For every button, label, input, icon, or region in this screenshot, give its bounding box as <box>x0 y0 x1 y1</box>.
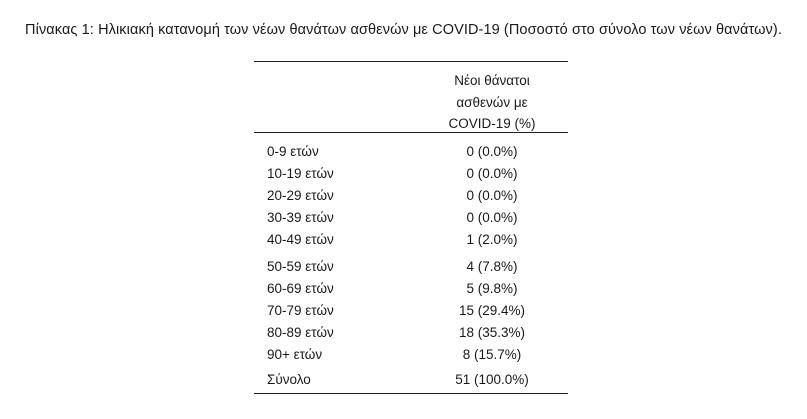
bottom-rule <box>254 393 568 394</box>
table-row <box>254 343 568 365</box>
table-row <box>254 162 568 184</box>
deaths-cell: 15 (29.4%) <box>458 302 526 318</box>
age-group-cell: 30-39 ετών <box>267 209 334 225</box>
deaths-cell: 5 (9.8%) <box>466 280 518 296</box>
table-row <box>254 206 568 228</box>
table-row <box>254 321 568 343</box>
age-group-cell: 60-69 ετών <box>267 280 334 296</box>
table-row <box>254 184 568 206</box>
value-column-header <box>416 70 568 135</box>
deaths-cell: 0 (0.0%) <box>466 209 518 225</box>
value-column-header-line-3: COVID-19 (%) <box>448 116 536 131</box>
deaths-cell: 0 (0.0%) <box>466 143 518 159</box>
deaths-cell: 4 (7.8%) <box>466 258 518 274</box>
age-group-cell: 70-79 ετών <box>267 302 334 318</box>
deaths-cell: 8 (15.7%) <box>462 346 522 362</box>
table-row <box>254 255 568 277</box>
table-caption: Πίνακας 1: Ηλικιακή κατανομή των νέων θανάτων ασθενών με COVID-19 (Ποσοστό στο σύνολο των νέων θανάτων). <box>25 22 782 38</box>
deaths-cell: 1 (2.0%) <box>466 231 518 247</box>
table-row <box>254 140 568 162</box>
table-header <box>254 62 568 132</box>
table-row <box>254 299 568 321</box>
value-column-header-line-1: Νέοι θάνατοι <box>454 73 530 88</box>
age-group-cell: 90+ ετών <box>267 346 323 362</box>
table-row <box>254 277 568 299</box>
age-group-cell: 0-9 ετών <box>267 143 319 159</box>
age-group-cell: 80-89 ετών <box>267 324 334 340</box>
deaths-cell: 0 (0.0%) <box>466 187 518 203</box>
age-group-cell: 40-49 ετών <box>267 231 334 247</box>
age-group-cell: 50-59 ετών <box>267 258 334 274</box>
total-value: 51 (100.0%) <box>455 371 529 387</box>
age-group-cell: 10-19 ετών <box>267 165 334 181</box>
value-column-header-line-2: ασθενών με <box>456 94 528 110</box>
table-body <box>254 133 568 390</box>
deaths-cell: 0 (0.0%) <box>466 165 518 181</box>
total-row <box>254 368 568 390</box>
deaths-cell: 18 (35.3%) <box>458 324 526 340</box>
total-label: Σύνολο <box>267 371 311 387</box>
table-row <box>254 228 568 250</box>
age-group-cell: 20-29 ετών <box>267 187 334 203</box>
age-distribution-table <box>254 61 568 394</box>
